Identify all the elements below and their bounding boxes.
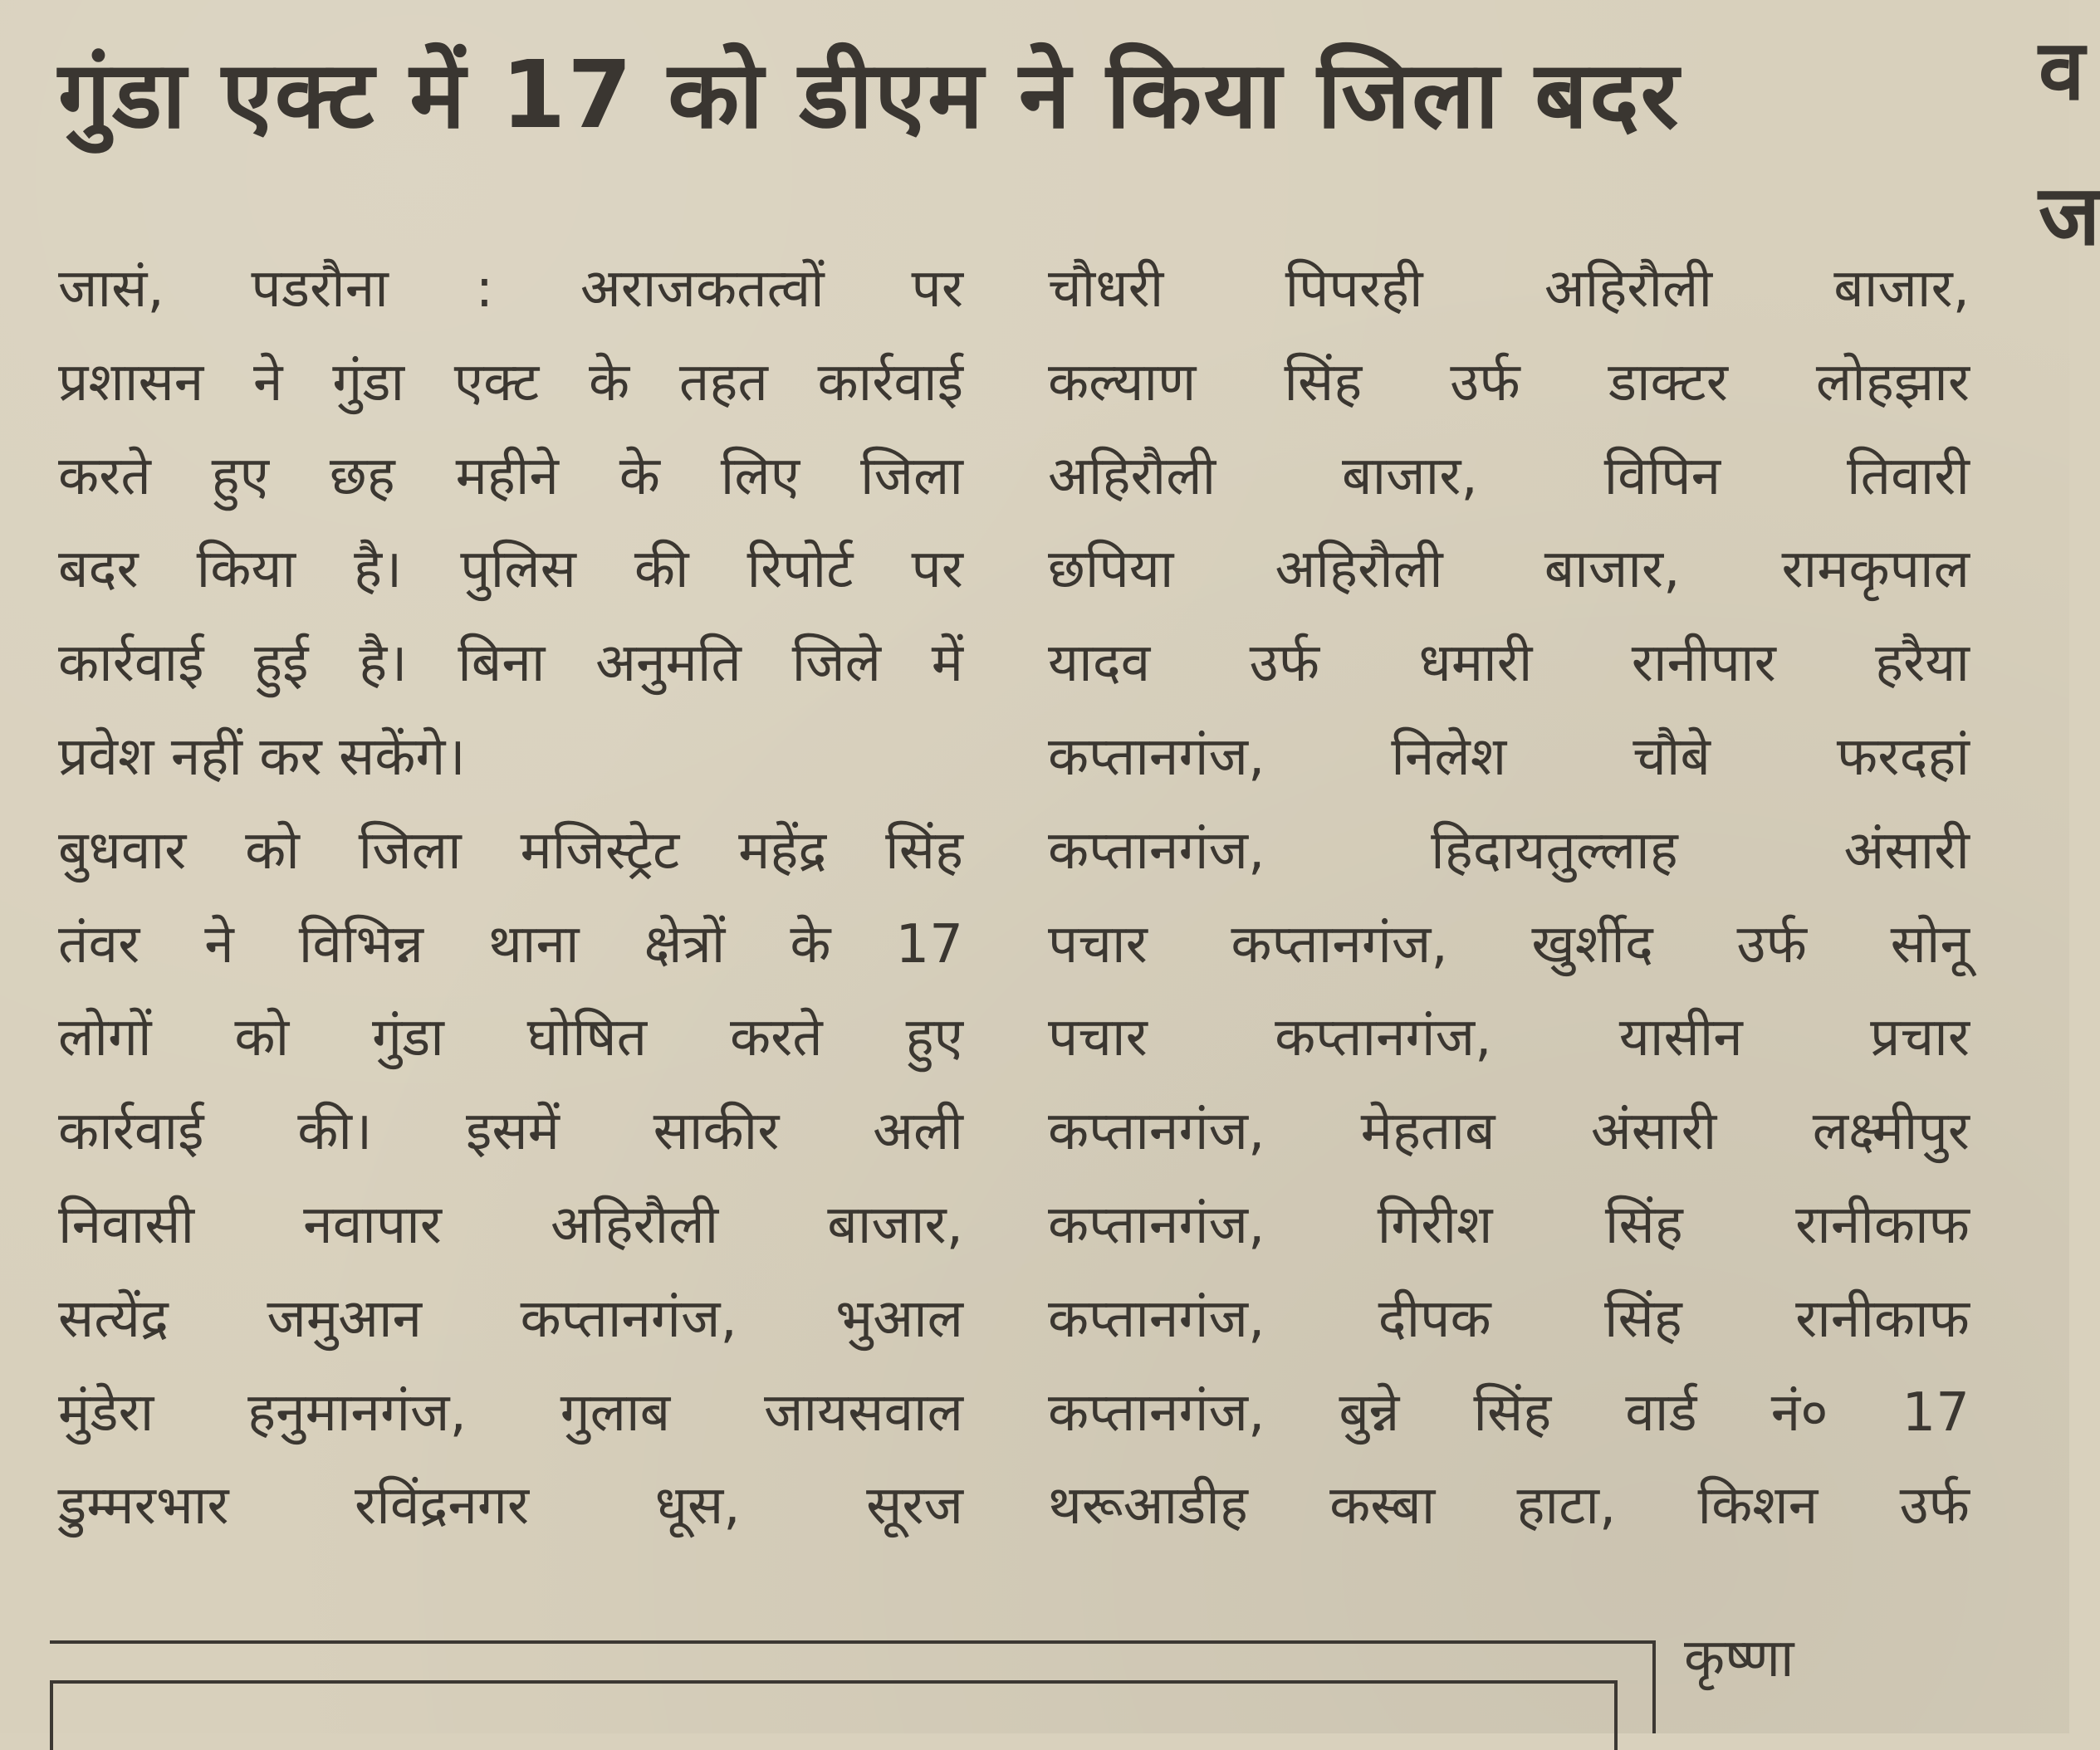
article-line: कार्रवाई की। इसमें साकीर अली: [58, 1101, 963, 1163]
article-line: सत्येंद्र जमुआन कप्तानगंज, भुआल: [58, 1288, 963, 1350]
article-line: करते हुए छह महीने के लिए जिला: [58, 445, 963, 507]
article-line: बदर किया है। पुलिस की रिपोर्ट पर: [58, 539, 963, 601]
article-line: तंवर ने विभिन्न थाना क्षेत्रों के 17: [58, 913, 963, 975]
article-line: प्रशासन ने गुंडा एक्ट के तहत कार्रवाई: [58, 351, 963, 413]
article-line: कप्तानगंज, दीपक सिंह रानीकाफ: [1048, 1288, 1970, 1350]
article-line: जासं, पडरौना : अराजकतत्वों पर: [58, 258, 963, 320]
article-line: मुंडेरा हनुमानगंज, गुलाब जायसवाल: [58, 1381, 963, 1444]
adjacent-box-border: [50, 1680, 1618, 1750]
article-column-left: [58, 242, 963, 1553]
article-line: छपिया अहिरौली बाजार, रामकृपाल: [1048, 539, 1970, 601]
article-line: निवासी नवापार अहिरौली बाजार,: [58, 1194, 963, 1256]
article-line: कप्तानगंज, मेहताब अंसारी लक्ष्मीपुर: [1048, 1101, 1970, 1163]
headline: गुंडा एक्ट में 17 को डीएम ने किया जिला बदर: [58, 42, 1681, 149]
article-line: लोगों को गुंडा घोषित करते हुए: [58, 1007, 963, 1069]
article-line: बुधवार को जिला मजिस्ट्रेट महेंद्र सिंह: [58, 819, 963, 882]
article-line: थरूआडीह कस्बा हाटा, किशन उर्फ: [1048, 1475, 1970, 1537]
article-line: पचार कप्तानगंज, खुर्शीद उर्फ सोनू: [1048, 913, 1970, 975]
article-line: प्रवेश नहीं कर सकेंगे।: [58, 726, 466, 788]
article-line: कल्याण सिंह उर्फ डाक्टर लोहझार: [1048, 351, 1970, 413]
article-line: कप्तानगंज, निलेश चौबे फरदहां: [1048, 726, 1970, 788]
continuation-text: कृष्णा: [1684, 1628, 1794, 1689]
article-line: चौधरी पिपरही अहिरौली बाजार,: [1048, 258, 1970, 320]
column-divider-rule: [50, 1640, 1654, 1644]
column-divider-rule: [1652, 1640, 1656, 1733]
article-line: अहिरौली बाजार, विपिन तिवारी: [1048, 445, 1970, 507]
article-line: कप्तानगंज, हिदायतुल्लाह अंसारी: [1048, 819, 1970, 882]
cropped-adjacent-text: व: [2039, 22, 2085, 119]
article-line: डुम्मरभार रविंद्रनगर धूस, सूरज: [58, 1475, 963, 1537]
cropped-adjacent-text: ज: [2039, 167, 2100, 264]
article-line: कप्तानगंज, बुन्ने सिंह वार्ड नं० 17: [1048, 1381, 1970, 1444]
article-line: कप्तानगंज, गिरीश सिंह रानीकाफ: [1048, 1194, 1970, 1256]
article-line: कार्रवाई हुई है। बिना अनुमति जिले में: [58, 633, 963, 695]
article-column-right: [1048, 242, 1970, 1553]
article-line: यादव उर्फ धमारी रानीपार हरैया: [1048, 633, 1970, 695]
article-line: पचार कप्तानगंज, यासीन प्रचार: [1048, 1007, 1970, 1069]
